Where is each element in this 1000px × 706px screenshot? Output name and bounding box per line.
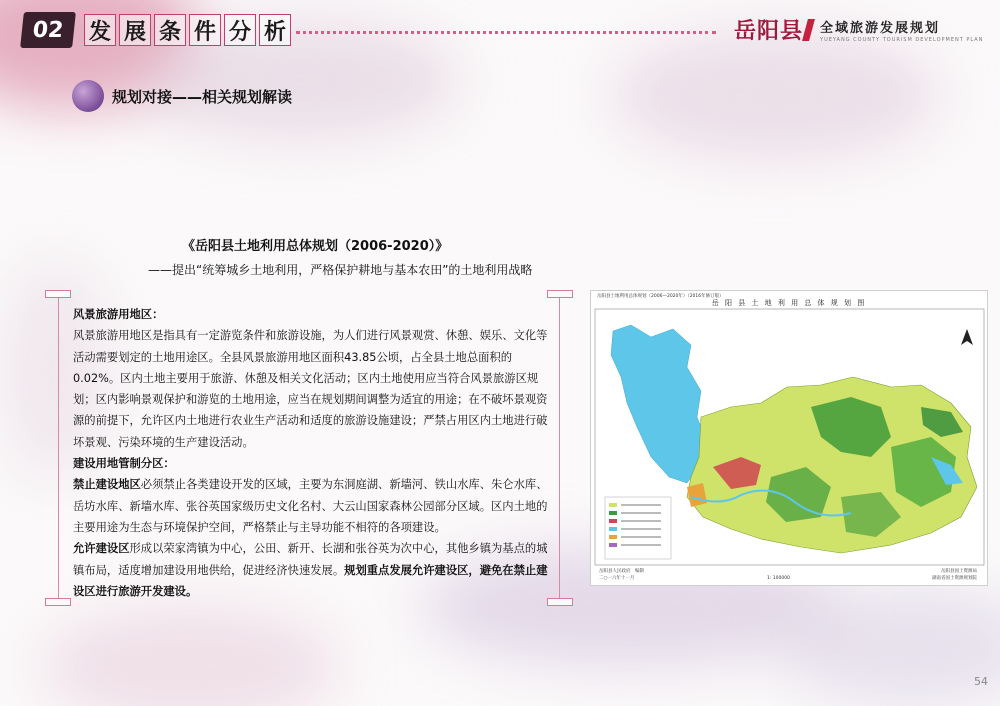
map-title: 岳 阳 县 土 地 利 用 总 体 规 划 图 — [711, 299, 867, 307]
paragraph-lead: 允许建设区 — [73, 542, 130, 556]
corner-tab — [45, 290, 71, 298]
brand-logo — [734, 14, 983, 45]
page-number: 54 — [974, 675, 988, 688]
section-title-char: 分 — [224, 14, 256, 46]
section-heading: 风景旅游用地区： — [73, 308, 164, 321]
section-title-char: 件 — [189, 14, 221, 46]
map-footer-right — [932, 568, 977, 582]
content-text — [73, 304, 553, 602]
paragraph: 风景旅游用地区是指具有一定游览条件和旅游设施，为人们进行风景观赏、休憩、娱乐、文化等活动需要划定的土地用途区。全县风景旅游用地区面积43.85公顷，占全县土地总面积的0.02%。区内土地主要用于旅游、休憩及相关文化活动；区内土地使用应当符合风景旅游区规划；区内影响景观保护和游览的土地用途，应当在规划期间调整为适宜的用途；在不破坏景观资源的前提下，允许区内土地进行农业生产活动和适度的旅游设施建设；严禁占用区内土地进行破坏景观、污染环境的生产建设活动。 — [73, 329, 548, 449]
corner-tab — [547, 290, 573, 298]
section-title-char: 展 — [119, 14, 151, 46]
subheading: 规划对接——相关规划解读 — [112, 88, 293, 106]
section-heading: 建设用地管制分区： — [73, 457, 175, 471]
paragraph — [73, 538, 553, 602]
bg-wash — [610, 30, 940, 160]
header-divider — [296, 31, 716, 34]
plan-description: ——提出“统筹城乡土地利用，严格保护耕地与基本农田”的土地利用战略 — [148, 263, 533, 277]
content-box — [58, 296, 560, 600]
brand-subtitle-block — [820, 17, 983, 43]
paragraph-body: 形成以荣家湾镇为中心，公田、新开、长湖和张谷英为次中心，其他乡镇为基点的城镇布局，适度增加建设用地供给，促进经济快速发展。 — [73, 542, 548, 577]
paragraph-emphasis: 规划重点发展允许建设区，避免在禁止建设区进行旅游开发建设。 — [73, 563, 548, 598]
map-footer-right-line: 岳阳县国土资源局 — [941, 569, 977, 574]
map-footer-right-line: 湖南省国土资源规划院 — [932, 576, 977, 581]
paragraph-body: 必须禁止各类建设开发的区域，主要为东洞庭湖、新墙河、铁山水库、朱仑水库、岳坊水库、新墙水库、张谷英国家级历史文化名村、大云山国家森林公园部分区域。区内土地的主要用途为生态与环境保护空间，严格禁止与主导功能不相符的各项建设。 — [73, 478, 548, 534]
plan-title: 《岳阳县土地利用总体规划（2006-2020）》 — [182, 239, 449, 254]
section-title-char: 条 — [154, 14, 186, 46]
brand-subtitle: 全域旅游发展规划 — [820, 20, 941, 36]
brand-subtitle-en: YUEYANG COUNTY TOURISM DEVELOPMENT PLAN — [820, 36, 984, 43]
section-title-char: 析 — [259, 14, 291, 46]
paragraph-lead: 禁止建设地区 — [73, 478, 141, 492]
bullet-circle-icon — [72, 80, 104, 112]
bg-wash — [40, 606, 340, 706]
section-number: 02 — [20, 12, 76, 48]
corner-tab — [45, 598, 71, 606]
map-image — [591, 307, 989, 571]
land-use-map — [590, 290, 988, 586]
brand-name: 岳阳县 — [734, 18, 804, 44]
section-title-char: 发 — [84, 14, 116, 46]
brand-mark-icon — [802, 19, 815, 41]
map-footer-left-line: 岳阳县人民政府 编制 — [599, 569, 644, 574]
paragraph — [73, 474, 553, 538]
section-title — [84, 14, 291, 46]
map-footer-left — [599, 568, 644, 582]
map-caption: 岳阳县土地利用总体规划（2006—2020年）（2016年修订版） — [597, 294, 724, 299]
map-footer-left-line: 二○一六年十一月 — [599, 576, 635, 581]
map-scale: 1: 100000 — [767, 576, 790, 581]
